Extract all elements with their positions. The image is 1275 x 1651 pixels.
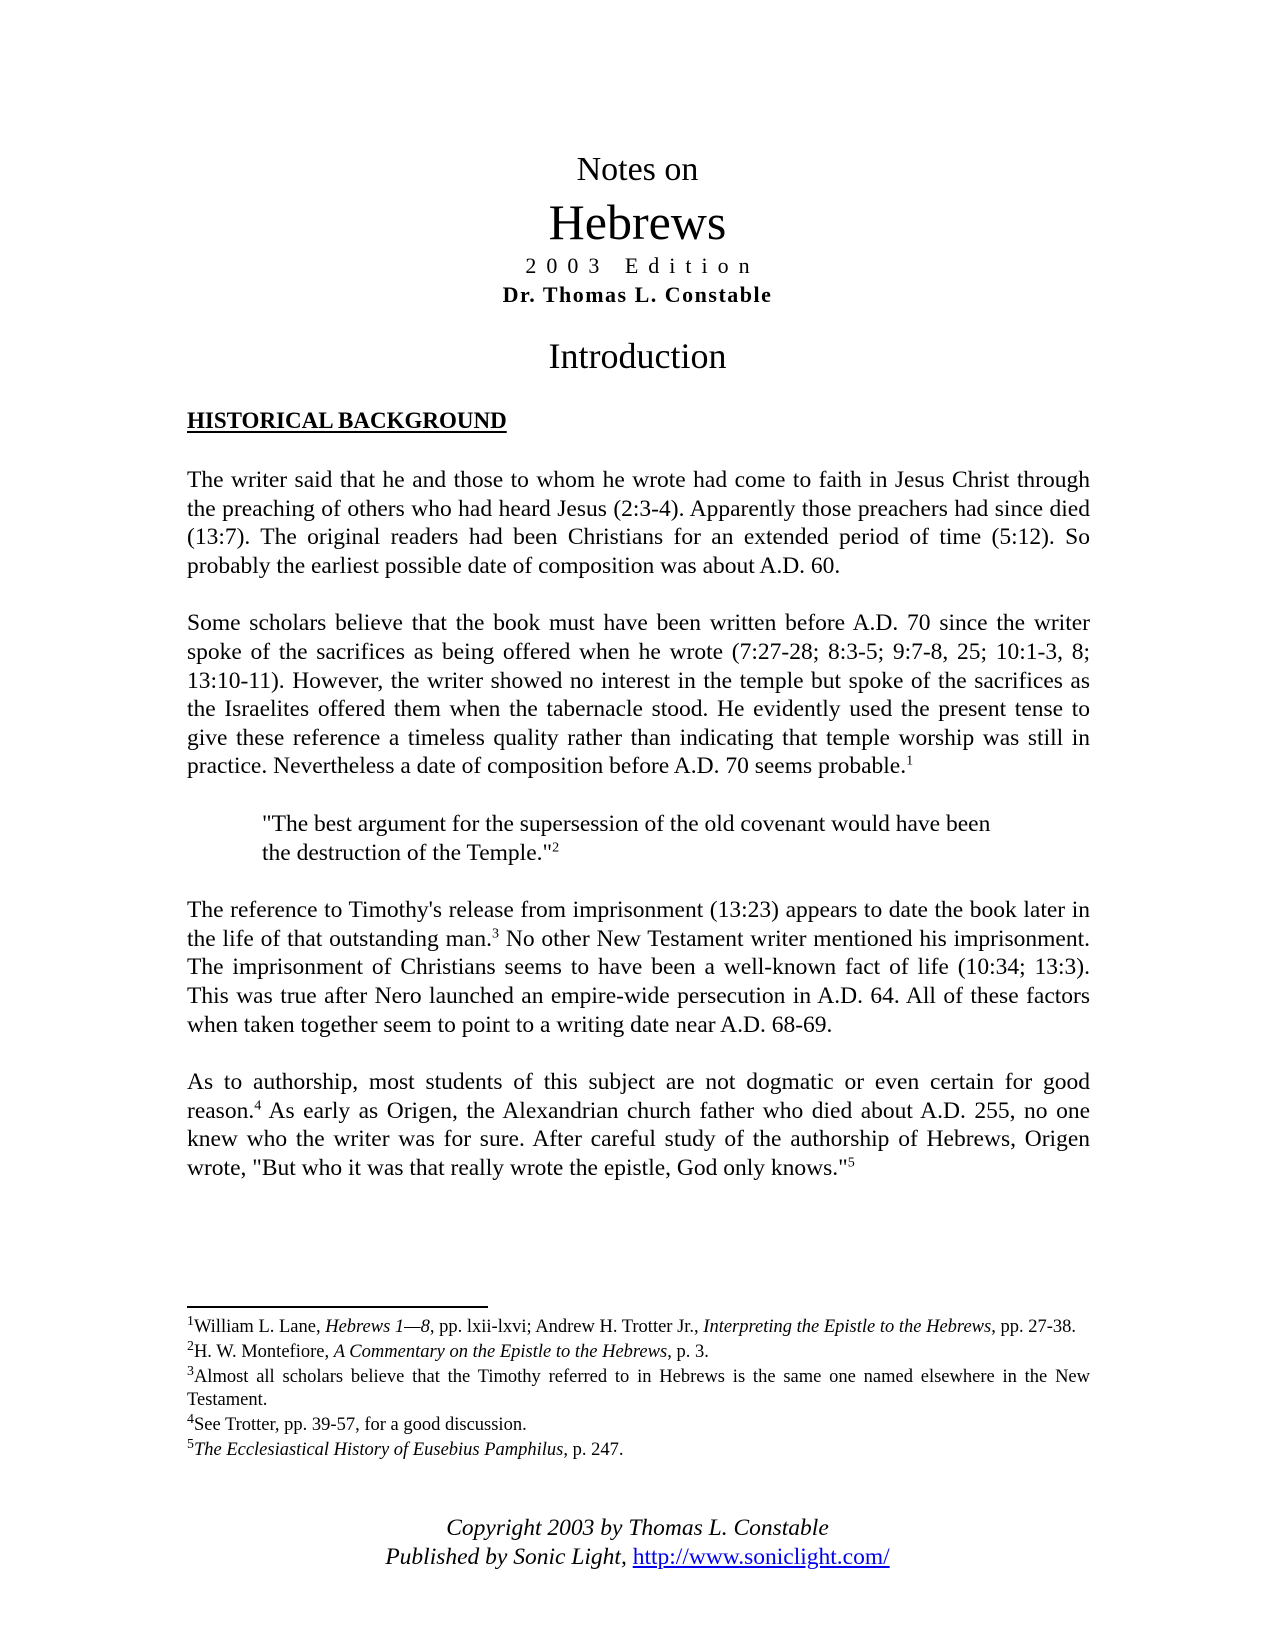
author-name: Dr. Thomas L. Constable (502, 282, 773, 307)
footnote-5 (187, 1439, 1090, 1462)
paragraph-1: The writer said that he and those to whom he wrote had come to faith in Jesus Christ through the preaching of others who had heard Jesus (2:3-4). Apparently those preachers had since died (13:7). The original readers had been Christians for an extended period of time (5:12). So probably the earliest possible date of composition was about A.D. 60. (187, 467, 1090, 579)
footnote-4-number: 4 (187, 1412, 194, 1428)
footnote-ref-4: 4 (254, 1097, 262, 1114)
copyright-line: Copyright 2003 by Thomas L. Constable (446, 1515, 829, 1541)
page-footer (0, 1514, 1275, 1572)
body-text (187, 466, 1090, 1211)
section-heading (187, 407, 507, 435)
footnote-3 (187, 1366, 1090, 1412)
paragraph-2-text: Some scholars believe that the book must have been written before A.D. 70 since the writer spoke of the sacrifices as being offered when he wrote (7:27-28; 8:3-5; 9:7-8, 25; 10:1-3, 8; 13:10-11). However, the writer showed no interest in the temple but spoke of the sacrifices as the Israelites offered them when the tabernacle stood. He evidently used the present tense to give these reference a timeless quality rather than indicating that temple worship was still in practice. Nevertheless a date of composition before A.D. 70 seems probable. (187, 610, 1090, 780)
footnote-4 (187, 1414, 1090, 1437)
footnote-1-text-a: William L. Lane, (193, 1317, 326, 1337)
block-quote-text: "The best argument for the supersession of the old covenant would have been the destruction of the Temple." (262, 810, 991, 866)
footnote-3-number: 3 (187, 1364, 194, 1380)
title-notes-on: Notes on (576, 151, 699, 188)
footnote-2-text-a: H. W. Montefiore, (193, 1342, 334, 1362)
footnote-2-number: 2 (187, 1339, 194, 1355)
footnote-1-number: 1 (187, 1314, 194, 1330)
footnote-ref-1: 1 (906, 752, 914, 769)
footnote-5-number: 5 (187, 1437, 194, 1453)
footnote-2 (187, 1341, 1090, 1364)
website-link[interactable]: http://www.soniclight.com/ (632, 1544, 890, 1570)
footnote-2-title: A Commentary on the Epistle to the Hebrews (333, 1342, 668, 1362)
footnote-1-title-2: Interpreting the Epistle to the Hebrews (703, 1317, 992, 1337)
footnote-5-title: The Ecclesiastical History of Eusebius Pamphilus (193, 1440, 564, 1460)
paragraph-3-text-b: No other New Testament writer mentioned his imprisonment. The imprisonment of Christians seems to have been a well-known fact of life (10:34; 13:3). This was true after Nero launched an empire-wide persecution in A.D. 64. All of these factors when taken together seem to point to a writing date near A.D. 68-69. (187, 925, 1090, 1038)
footnote-ref-5: 5 (847, 1154, 855, 1171)
edition-label: 2003 Edition (525, 253, 760, 278)
publisher-line (0, 1543, 1275, 1572)
paragraph-4-text-a: As to authorship, most students of this subject are not dogmatic or even certain for good reason. (187, 1069, 1090, 1124)
paragraph-4-text-b: As early as Origen, the Alexandrian church father who died about A.D. 255, no one knew who the writer was for sure. After careful study of the authorship of Hebrews, Origen wrote, "But who it was that really wrote the epistle, God only knows." (187, 1097, 1090, 1181)
footnote-1 (187, 1316, 1090, 1339)
footnote-3-text: Almost all scholars believe that the Timothy referred to in Hebrews is the same one named elsewhere in the New Testament. (187, 1367, 1090, 1410)
section-heading-text: HISTORICAL BACKGROUND (187, 408, 507, 433)
footnote-ref-2: 2 (552, 839, 560, 856)
footnote-5-text: , p. 247. (563, 1440, 624, 1460)
footnote-divider (187, 1306, 488, 1308)
block-quote (262, 810, 1015, 867)
section-title: Introduction (548, 336, 727, 376)
footnote-1-text-c: , pp. 27-38. (991, 1317, 1076, 1337)
book-title: Hebrews (548, 194, 727, 250)
paragraph-4 (187, 1068, 1090, 1182)
footnote-1-title-1: Hebrews 1—8 (325, 1317, 430, 1337)
footnotes (187, 1316, 1090, 1464)
footnote-ref-3: 3 (491, 925, 500, 942)
paragraph-3 (187, 896, 1090, 1039)
footnote-1-text-b: , pp. lxii-lxvi; Andrew H. Trotter Jr., (429, 1317, 704, 1337)
publisher-text: Published by Sonic Light, (385, 1544, 633, 1570)
footnote-2-text-b: , p. 3. (667, 1342, 709, 1362)
paragraph-2 (187, 609, 1090, 781)
footnote-4-text: See Trotter, pp. 39-57, for a good discussion. (193, 1415, 527, 1435)
paragraph-3-text-a: The reference to Timothy's release from imprisonment (13:23) appears to date the book later in the life of that outstanding man. (187, 897, 1090, 952)
